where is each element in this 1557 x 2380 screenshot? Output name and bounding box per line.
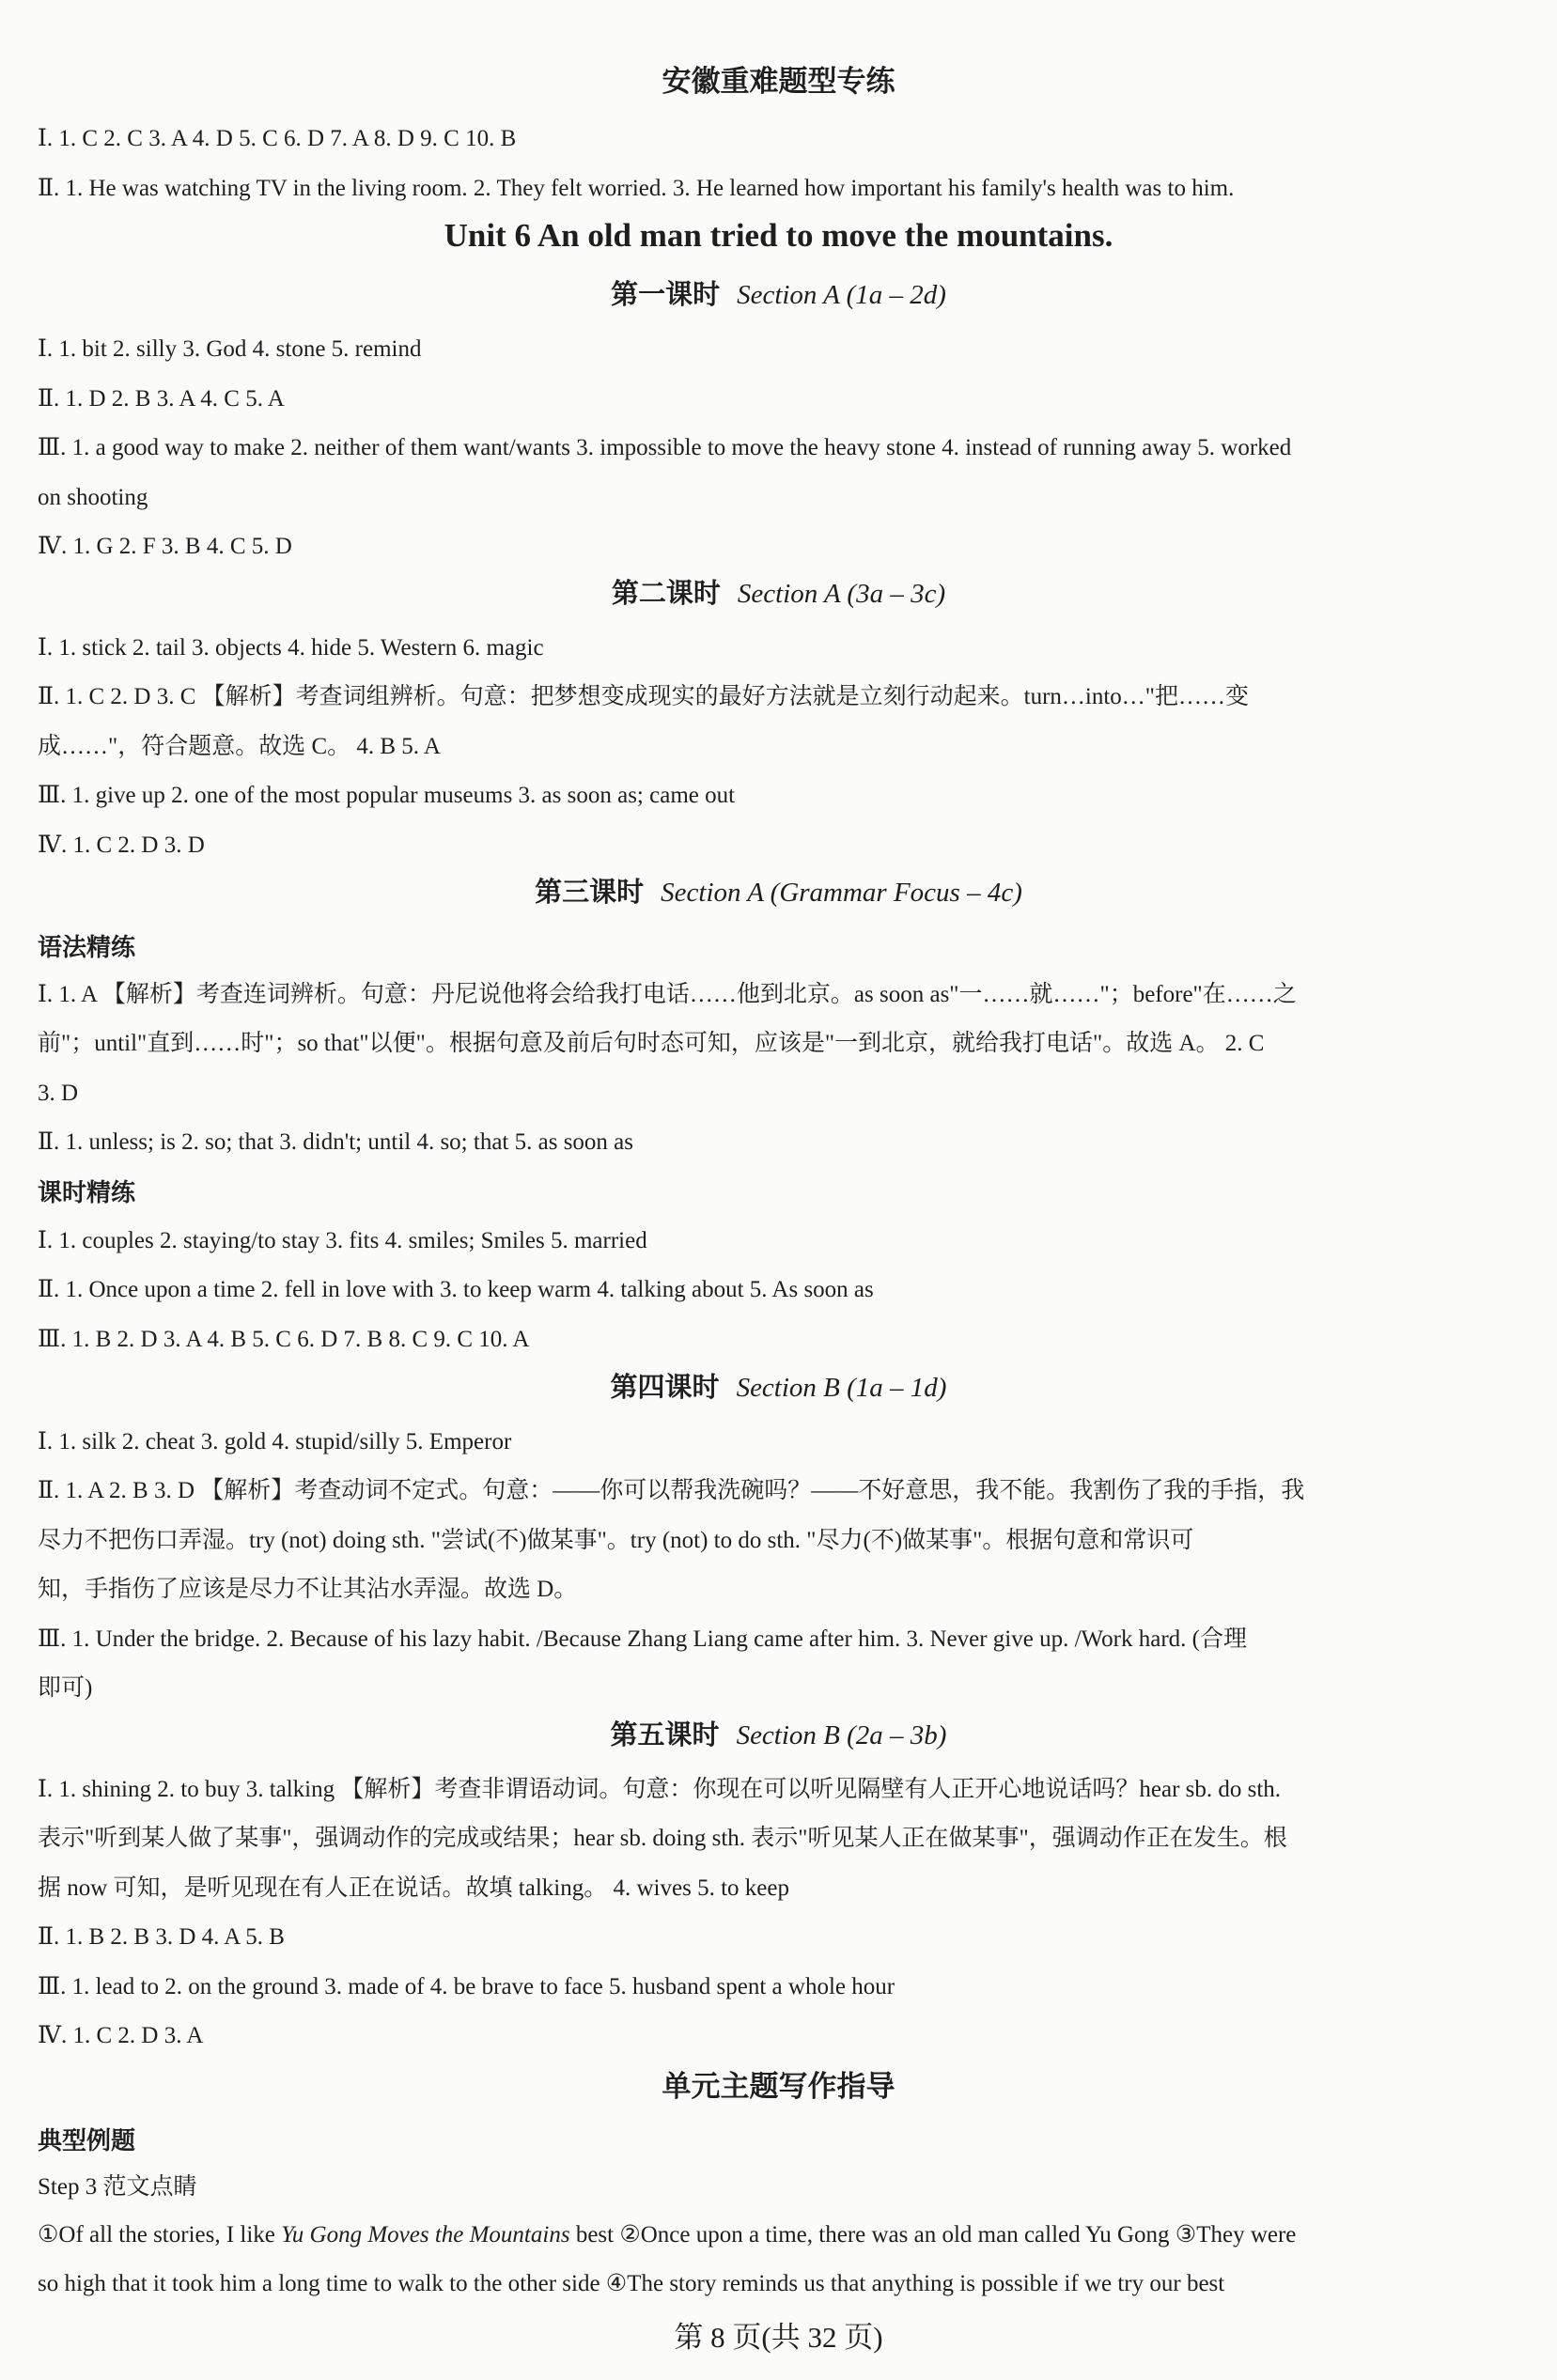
page-number: 第 8 页(共 32 页) [674,2321,883,2354]
answer-line: Ⅱ. 1. B 2. B 3. D 4. A 5. B [38,1924,285,1950]
subsection-grammar: 语法精练 [38,934,136,962]
answer-line: Ⅰ. 1. bit 2. silly 3. God 4. stone 5. remind [38,336,422,362]
answer-line: Ⅳ. 1. G 2. F 3. B 4. C 5. D [38,534,292,559]
lesson-4-title: 第四课时 [610,1373,720,1403]
lesson-2-title: 第二课时 [611,579,721,609]
lesson-4-heading [0,1372,1557,1404]
answer-line: Ⅰ. 1. shining 2. to buy 3. talking 【解析】考查非谓语动词。句意：你现在可以听见隔壁有人正开心地说话吗？hear sb. do sth. [38,1777,1282,1802]
answer-line: Ⅲ. 1. give up 2. one of the most popular museums 3. as soon as; came out [38,783,736,808]
lesson-1-section: Section A (1a – 2d) [737,280,946,310]
section-title-anhui: 安徽重难题型专练 [662,65,895,98]
model-essay-text: best ②Once upon a time, there was an old man called Yu Gong ③They were [569,2222,1297,2248]
answer-line: Ⅲ. 1. B 2. D 3. A 4. B 5. C 6. D 7. B 8. C 9. C 10. A [38,1327,530,1352]
lesson-3-heading [0,877,1557,909]
model-essay-line: so high that it took him a long time to walk to the other side ④The story reminds us that anything is possible if we try our best [38,2271,1225,2296]
answer-line: 表示"听到某人做了某事"，强调动作的完成或结果；hear sb. doing sth. 表示"听见某人正在做某事"，强调动作正在发生。根 [38,1826,1287,1851]
answer-line: Ⅱ. 1. unless; is 2. so; that 3. didn't; until 4. so; that 5. as soon as [38,1129,633,1155]
lesson-2-section: Section A (3a – 3c) [737,579,946,609]
answer-line: Ⅰ. 1. C 2. C 3. A 4. D 5. C 6. D 7. A 8. D 9. C 10. B [38,126,517,151]
lesson-2-heading [0,578,1557,610]
answer-line: 尽力不把伤口弄湿。try (not) doing sth. "尝试(不)做某事"。try (not) to do sth. "尽力(不)做某事"。根据句意和常识可 [38,1528,1194,1553]
subsection-example: 典型例题 [38,2127,136,2155]
lesson-3-title: 第三课时 [535,878,645,908]
answer-line: 知，手指伤了应该是尽力不让其沾水弄湿。故选 D。 [38,1577,578,1602]
answer-line: Ⅰ. 1. A 【解析】考查连词辨析。句意：丹尼说他将会给我打电话……他到北京。as soon as"一……就……"；before"在……之 [38,982,1297,1007]
answer-line: 成……"，符合题意。故选 C。 4. B 5. A [38,734,441,759]
answer-line: 据 now 可知，是听见现在有人正在说话。故填 talking。 4. wives 5. to keep [38,1875,789,1901]
answer-line: Ⅱ. 1. Once upon a time 2. fell in love with 3. to keep warm 4. talking about 5. As soon as [38,1277,874,1302]
answer-line: Ⅲ. 1. a good way to make 2. neither of them want/wants 3. impossible to move the heavy stone 4. instead of running away 5. worked [38,435,1292,460]
lesson-5-heading [0,1719,1557,1751]
answer-line: Ⅲ. 1. lead to 2. on the ground 3. made of 4. be brave to face 5. husband spent a whole hour [38,1974,895,1999]
model-essay-line [38,2219,1522,2251]
answer-line: Ⅳ. 1. C 2. D 3. D [38,832,205,858]
unit-title: Unit 6 An old man tried to move the mountains. [444,217,1113,254]
answer-line: Ⅱ. 1. He was watching TV in the living room. 2. They felt worried. 3. He learned how important his family's health was to him. [38,176,1235,201]
lesson-5-section: Section B (2a – 3b) [736,1720,947,1750]
answer-line: Ⅲ. 1. Under the bridge. 2. Because of his lazy habit. /Because Zhang Liang came after him. 3. Never give up. /Work hard. (合理 [38,1626,1247,1652]
lesson-1-heading [0,279,1557,311]
lesson-4-section: Section B (1a – 1d) [736,1373,947,1403]
subsection-practice: 课时精练 [38,1179,136,1207]
section-title-writing: 单元主题写作指导 [662,2070,895,2103]
answer-line: Ⅱ. 1. A 2. B 3. D 【解析】考查动词不定式。句意：——你可以帮我洗碗吗？——不好意思，我不能。我割伤了我的手指，我 [38,1478,1305,1503]
answer-line: Ⅱ. 1. D 2. B 3. A 4. C 5. A [38,386,285,412]
lesson-5-title: 第五课时 [610,1720,720,1750]
model-essay-text: ①Of all the stories, I like [38,2222,282,2248]
answer-line: Ⅳ. 1. C 2. D 3. A [38,2023,204,2048]
answer-line: on shooting [38,485,148,510]
story-title: Yu Gong Moves the Mountains [281,2222,570,2248]
answer-line: Ⅱ. 1. C 2. D 3. C 【解析】考查词组辨析。句意：把梦想变成现实的最好方法就是立刻行动起来。turn…into…"把……变 [38,684,1250,709]
answer-line: 即可) [38,1675,93,1701]
answer-line: Ⅰ. 1. stick 2. tail 3. objects 4. hide 5. Western 6. magic [38,635,544,661]
answer-line: 3. D [38,1081,79,1106]
lesson-1-title: 第一课时 [611,280,721,310]
lesson-3-section: Section A (Grammar Focus – 4c) [661,878,1022,908]
step-label: Step 3 范文点睛 [38,2174,197,2200]
answer-line: Ⅰ. 1. silk 2. cheat 3. gold 4. stupid/silly 5. Emperor [38,1429,512,1454]
answer-line: Ⅰ. 1. couples 2. staying/to stay 3. fits 4. smiles; Smiles 5. married [38,1228,647,1253]
answer-line: 前"；until"直到……时"；so that"以便"。根据句意及前后句时态可知，应该是"一到北京，就给我打电话"。故选 A。 2. C [38,1031,1265,1056]
